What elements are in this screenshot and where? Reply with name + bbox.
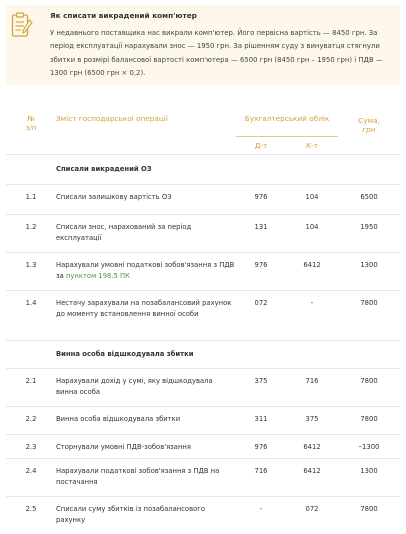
row-sum: 1300 [338, 252, 400, 290]
row-number: 2.2 [6, 406, 56, 434]
row-sum: 1300 [338, 458, 400, 496]
section-row [6, 340, 400, 368]
row-sum: 7800 [338, 368, 400, 406]
row-debit: 311 [236, 406, 286, 434]
operations-table [6, 110, 400, 534]
table-row [6, 252, 400, 290]
row-credit: - [286, 290, 338, 340]
row-number: 2.5 [6, 496, 56, 534]
row-number: 1.3 [6, 252, 56, 290]
example-box [6, 5, 400, 85]
section-title: Винна особа відшкодувала збитки [56, 340, 400, 368]
tax-code-link[interactable]: пунктом 198.5 ПК [65, 271, 130, 280]
table-row [6, 184, 400, 214]
section-title: Списали викрадений ОЗ [56, 154, 400, 184]
row-credit: 375 [286, 406, 338, 434]
table-row [6, 368, 400, 406]
row-description: Винна особа відшкодувала збитки [56, 406, 236, 434]
row-sum: 7800 [338, 290, 400, 340]
example-text: У недавнього поставщика нас викрали комп'ютер. Його первісна вартість — 8450 грн. За період експлуатації нарахували знос — 1950 грн. За рішенням суду з винуватця стягнули збитки в розмірі балансової вартості комп'ютера — 6500 грн (8450 грн – 1950 грн) і ПДВ — 1300 грн (6500 грн × 0,2). [50, 29, 383, 77]
row-debit: 976 [236, 252, 286, 290]
row-credit: 716 [286, 368, 338, 406]
row-number: 2.3 [6, 434, 56, 458]
row-debit: - [236, 496, 286, 534]
table-header-row [6, 110, 400, 136]
row-description: Нарахували податкові зобов'язання з ПДВ на постачання [56, 458, 236, 496]
row-description: Нестачу зарахували на позабалансовий рахунок до моменту встановлення винної особи [56, 290, 236, 340]
row-description: Списали залишкову вартість ОЗ [56, 184, 236, 214]
table-row [6, 496, 400, 534]
row-sum: 7800 [338, 406, 400, 434]
row-description: Списали суму збитків із позабалансового рахунку [56, 496, 236, 534]
header-credit: К-т [286, 136, 338, 154]
header-number: № з/п [25, 114, 37, 132]
row-debit: 976 [236, 434, 286, 458]
table-row [6, 406, 400, 434]
row-credit: 104 [286, 214, 338, 252]
row-number: 1.4 [6, 290, 56, 340]
row-description: Нарахували умовні податкові зобов'язання з ПДВ за пунктом 198.5 ПК [56, 252, 236, 290]
row-debit: 375 [236, 368, 286, 406]
header-accounting: Бухгалтерський облік [244, 114, 330, 123]
table-row [6, 458, 400, 496]
row-debit: 072 [236, 290, 286, 340]
row-sum: 6500 [338, 184, 400, 214]
row-credit: 6412 [286, 252, 338, 290]
row-number: 1.2 [6, 214, 56, 252]
row-sum: 7800 [338, 496, 400, 534]
header-debit: Д-т [236, 136, 286, 154]
row-debit: 976 [236, 184, 286, 214]
row-credit: 104 [286, 184, 338, 214]
row-debit: 131 [236, 214, 286, 252]
header-description: Зміст господарської операції [56, 114, 168, 123]
section-row [6, 154, 400, 184]
row-credit: 6412 [286, 434, 338, 458]
row-number: 2.1 [6, 368, 56, 406]
table-row [6, 434, 400, 458]
table-row [6, 290, 400, 340]
header-sum: Сума, грн [358, 116, 380, 134]
clipboard-pencil-icon [11, 11, 33, 39]
table-row [6, 214, 400, 252]
row-description: Сторнували умовні ПДВ-зобов'язання [56, 434, 236, 458]
row-debit: 716 [236, 458, 286, 496]
row-description: Списали знос, нарахований за період експлуатації [56, 214, 236, 252]
row-credit: 072 [286, 496, 338, 534]
row-description: Нарахували дохід у сумі, яку відшкодувала винна особа [56, 368, 236, 406]
row-credit: 6412 [286, 458, 338, 496]
row-number: 1.1 [6, 184, 56, 214]
example-title: Як списати викрадений комп'ютер [50, 11, 197, 20]
row-number: 2.4 [6, 458, 56, 496]
row-sum: –1300 [338, 434, 400, 458]
row-sum: 1950 [338, 214, 400, 252]
